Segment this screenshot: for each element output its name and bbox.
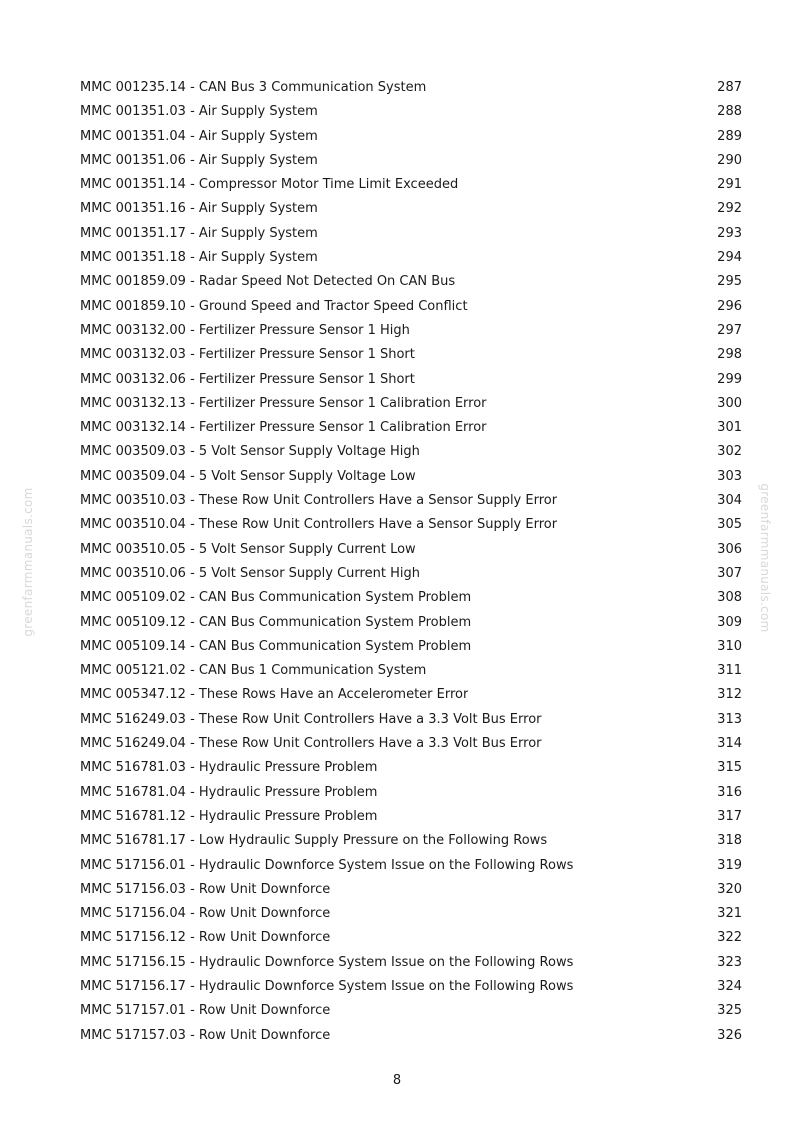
toc-entry-page[interactable]: 292 xyxy=(717,201,742,217)
toc-entry-page[interactable]: 304 xyxy=(717,493,742,509)
toc-entry-title[interactable]: MMC 517156.12 - Row Unit Downforce xyxy=(80,930,331,946)
toc-entry-title[interactable]: MMC 001351.06 - Air Supply System xyxy=(80,152,318,168)
toc-entry-page[interactable]: 309 xyxy=(717,614,742,630)
toc-entry-page[interactable]: 324 xyxy=(717,978,742,994)
toc-entry-page[interactable]: 320 xyxy=(717,881,742,897)
toc-entry[interactable] xyxy=(80,1024,742,1048)
toc-entry[interactable] xyxy=(80,100,742,124)
toc-entry-title[interactable]: MMC 003510.05 - 5 Volt Sensor Supply Current Low xyxy=(80,541,416,557)
toc-entry[interactable] xyxy=(80,125,742,149)
toc-entry-title[interactable]: MMC 517156.17 - Hydraulic Downforce System Issue on the Following Rows xyxy=(80,978,574,994)
toc-entry-page[interactable]: 310 xyxy=(717,638,742,654)
toc-entry-title[interactable]: MMC 516781.04 - Hydraulic Pressure Problem xyxy=(80,784,378,800)
toc-entry-title[interactable]: MMC 003132.14 - Fertilizer Pressure Sensor 1 Calibration Error xyxy=(80,420,487,436)
toc-entry[interactable] xyxy=(80,926,742,950)
toc-entry[interactable] xyxy=(80,635,742,659)
toc-entry-title[interactable]: MMC 003509.04 - 5 Volt Sensor Supply Voltage Low xyxy=(80,468,416,484)
toc-entry-page[interactable]: 321 xyxy=(717,906,742,922)
toc-entry-title[interactable]: MMC 003510.04 - These Row Unit Controllers Have a Sensor Supply Error xyxy=(80,517,558,533)
toc-entry-page[interactable]: 288 xyxy=(717,104,742,120)
toc-entry-page[interactable]: 319 xyxy=(717,857,742,873)
toc-entry[interactable] xyxy=(80,319,742,343)
toc-entry-title[interactable]: MMC 001351.03 - Air Supply System xyxy=(80,104,318,120)
toc-entry-page[interactable]: 289 xyxy=(717,128,742,144)
toc-entry-title[interactable]: MMC 005109.12 - CAN Bus Communication System Problem xyxy=(80,614,472,630)
toc-entry[interactable] xyxy=(80,246,742,270)
toc-entry[interactable] xyxy=(80,708,742,732)
toc-entry-title[interactable]: MMC 001351.18 - Air Supply System xyxy=(80,250,318,266)
toc-entry[interactable] xyxy=(80,611,742,635)
toc-entry-page[interactable]: 290 xyxy=(717,152,742,168)
toc-entry-page[interactable]: 295 xyxy=(717,274,742,290)
toc-entry[interactable] xyxy=(80,392,742,416)
toc-entry[interactable] xyxy=(80,149,742,173)
toc-entry[interactable] xyxy=(80,902,742,926)
toc-entry-page[interactable]: 299 xyxy=(717,371,742,387)
toc-entry-title[interactable]: MMC 003510.03 - These Row Unit Controllers Have a Sensor Supply Error xyxy=(80,493,558,509)
toc-entry-page[interactable]: 297 xyxy=(717,322,742,338)
toc-entry-title[interactable]: MMC 005109.14 - CAN Bus Communication System Problem xyxy=(80,638,472,654)
toc-entry[interactable] xyxy=(80,538,742,562)
toc-entry[interactable] xyxy=(80,805,742,829)
toc-entry[interactable] xyxy=(80,732,742,756)
toc-entry[interactable] xyxy=(80,222,742,246)
toc-entry-title[interactable]: MMC 517156.03 - Row Unit Downforce xyxy=(80,881,331,897)
toc-entry-page[interactable]: 301 xyxy=(717,420,742,436)
toc-entry-page[interactable]: 311 xyxy=(717,663,742,679)
toc-entry[interactable] xyxy=(80,683,742,707)
toc-entry[interactable] xyxy=(80,562,742,586)
toc-entry-title[interactable]: MMC 005347.12 - These Rows Have an Accelerometer Error xyxy=(80,687,469,703)
toc-entry[interactable] xyxy=(80,173,742,197)
toc-entry-title[interactable]: MMC 001859.09 - Radar Speed Not Detected On CAN Bus xyxy=(80,274,456,290)
toc-entry-title[interactable]: MMC 003132.13 - Fertilizer Pressure Sensor 1 Calibration Error xyxy=(80,395,487,411)
toc-entry-page[interactable]: 294 xyxy=(717,250,742,266)
toc-entry[interactable] xyxy=(80,999,742,1023)
toc-entry-title[interactable]: MMC 003510.06 - 5 Volt Sensor Supply Current High xyxy=(80,565,420,581)
toc-entry-title[interactable]: MMC 516781.17 - Low Hydraulic Supply Pressure on the Following Rows xyxy=(80,833,548,849)
toc-entry-title[interactable]: MMC 001235.14 - CAN Bus 3 Communication System xyxy=(80,80,427,95)
toc-entry-title[interactable]: MMC 003132.03 - Fertilizer Pressure Sensor 1 Short xyxy=(80,347,415,363)
toc-entry-title[interactable]: MMC 003132.06 - Fertilizer Pressure Sensor 1 Short xyxy=(80,371,415,387)
toc-entry[interactable] xyxy=(80,489,742,513)
toc-entry[interactable] xyxy=(80,270,742,294)
toc-entry-title[interactable]: MMC 516781.03 - Hydraulic Pressure Problem xyxy=(80,760,378,776)
toc-entry-page[interactable]: 315 xyxy=(717,760,742,776)
toc-entry-title[interactable]: MMC 005109.02 - CAN Bus Communication System Problem xyxy=(80,590,472,606)
toc-entry[interactable] xyxy=(80,295,742,319)
toc-entry-page[interactable]: 318 xyxy=(717,833,742,849)
toc-entry[interactable] xyxy=(80,368,742,392)
toc-entry[interactable] xyxy=(80,829,742,853)
toc-entry[interactable] xyxy=(80,854,742,878)
toc-entry-page[interactable]: 317 xyxy=(717,808,742,824)
toc-entry[interactable] xyxy=(80,416,742,440)
toc-entry-page[interactable]: 325 xyxy=(717,1003,742,1019)
toc-entry[interactable] xyxy=(80,76,742,100)
toc-entry-page[interactable]: 302 xyxy=(717,444,742,460)
toc-entry-title[interactable]: MMC 516249.04 - These Row Unit Controllers Have a 3.3 Volt Bus Error xyxy=(80,736,542,752)
toc-entry[interactable] xyxy=(80,343,742,367)
toc-entry[interactable] xyxy=(80,440,742,464)
toc-entry-title[interactable]: MMC 003509.03 - 5 Volt Sensor Supply Voltage High xyxy=(80,444,420,460)
toc-entry-page[interactable]: 296 xyxy=(717,298,742,314)
toc-entry[interactable] xyxy=(80,659,742,683)
toc-entry-page[interactable]: 303 xyxy=(717,468,742,484)
toc-entry-page[interactable]: 307 xyxy=(717,565,742,581)
toc-entry-title[interactable]: MMC 516249.03 - These Row Unit Controllers Have a 3.3 Volt Bus Error xyxy=(80,711,542,727)
toc-entry-page[interactable]: 323 xyxy=(717,954,742,970)
toc-entry-page[interactable]: 322 xyxy=(717,930,742,946)
toc-entry-page[interactable]: 306 xyxy=(717,541,742,557)
toc-entry-page[interactable]: 326 xyxy=(717,1027,742,1043)
toc-entry-title[interactable]: MMC 517156.04 - Row Unit Downforce xyxy=(80,906,331,922)
toc-entry[interactable] xyxy=(80,513,742,537)
toc-entry-title[interactable]: MMC 517156.15 - Hydraulic Downforce System Issue on the Following Rows xyxy=(80,954,574,970)
toc-entry-page[interactable]: 298 xyxy=(717,347,742,363)
toc-entry-title[interactable]: MMC 517157.03 - Row Unit Downforce xyxy=(80,1027,331,1043)
toc-entry[interactable] xyxy=(80,465,742,489)
toc-entry-title[interactable]: MMC 517157.01 - Row Unit Downforce xyxy=(80,1003,331,1019)
toc-entry-title[interactable]: MMC 001351.04 - Air Supply System xyxy=(80,128,318,144)
toc-entry-page[interactable]: 308 xyxy=(717,590,742,606)
toc-entry-title[interactable]: MMC 001859.10 - Ground Speed and Tractor Speed Conflict xyxy=(80,298,468,314)
toc-entry-page[interactable]: 305 xyxy=(717,517,742,533)
toc-entry-title[interactable]: MMC 001351.16 - Air Supply System xyxy=(80,201,318,217)
toc-entry[interactable] xyxy=(80,197,742,221)
toc-entry-page[interactable]: 293 xyxy=(717,225,742,241)
toc-entry-page[interactable]: 287 xyxy=(717,80,742,95)
toc-entry[interactable] xyxy=(80,586,742,610)
toc-entry-title[interactable]: MMC 516781.12 - Hydraulic Pressure Problem xyxy=(80,808,378,824)
toc-entry-page[interactable]: 313 xyxy=(717,711,742,727)
watermark-right: greenfarmmanuals.com xyxy=(758,483,772,633)
toc-entry-title[interactable]: MMC 003132.00 - Fertilizer Pressure Sensor 1 High xyxy=(80,322,410,338)
toc-entry-title[interactable]: MMC 001351.14 - Compressor Motor Time Limit Exceeded xyxy=(80,177,459,193)
toc-entry[interactable] xyxy=(80,781,742,805)
toc-entry-page[interactable]: 316 xyxy=(717,784,742,800)
table-of-contents xyxy=(80,76,742,1048)
toc-entry[interactable] xyxy=(80,878,742,902)
toc-entry-page[interactable]: 300 xyxy=(717,395,742,411)
toc-entry-page[interactable]: 314 xyxy=(717,736,742,752)
toc-entry[interactable] xyxy=(80,951,742,975)
toc-entry-title[interactable]: MMC 001351.17 - Air Supply System xyxy=(80,225,318,241)
toc-entry[interactable] xyxy=(80,975,742,999)
watermark-left: greenfarmmanuals.com xyxy=(21,487,35,637)
toc-entry-page[interactable]: 291 xyxy=(717,177,742,193)
page-number: 8 xyxy=(392,1073,402,1088)
toc-entry[interactable] xyxy=(80,756,742,780)
toc-entry-title[interactable]: MMC 005121.02 - CAN Bus 1 Communication System xyxy=(80,663,427,679)
toc-entry-title[interactable]: MMC 517156.01 - Hydraulic Downforce System Issue on the Following Rows xyxy=(80,857,574,873)
toc-entry-page[interactable]: 312 xyxy=(717,687,742,703)
